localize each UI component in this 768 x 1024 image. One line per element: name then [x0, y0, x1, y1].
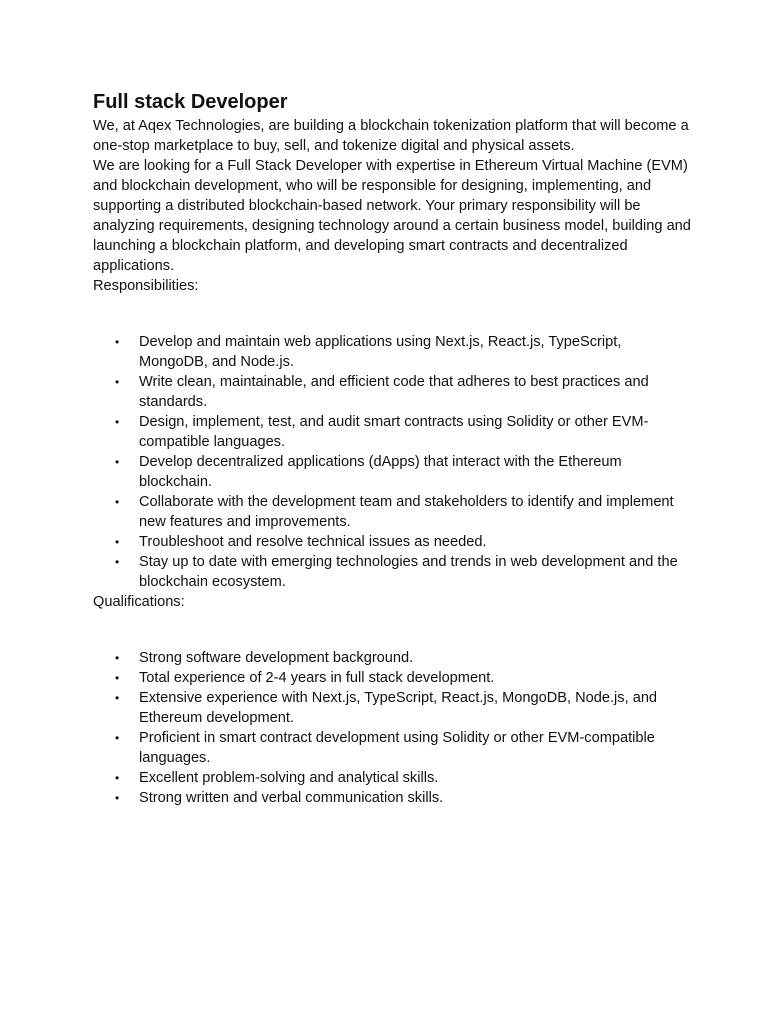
list-item: • Proficient in smart contract development using Solidity or other EVM-compatible languages.	[115, 730, 655, 766]
list-item: • Collaborate with the development team and stakeholders to identify and implement new features and improvements.	[115, 494, 674, 530]
list-item: • Write clean, maintainable, and efficient code that adheres to best practices and standards.	[115, 374, 649, 410]
bullet-icon: •	[115, 555, 120, 569]
list-item: • Stay up to date with emerging technologies and trends in web development and the blockchain ecosystem.	[115, 554, 678, 590]
bullet-icon: •	[115, 335, 120, 349]
bullet-icon: •	[115, 691, 120, 705]
list-item: • Strong written and verbal communication skills.	[115, 790, 444, 806]
role-description-paragraph: We are looking for a Full Stack Developer with expertise in Ethereum Virtual Machine (EVM) and blockchain development, who will be responsible for designing, implementing, and supporting a distributed blockchain-based network. Your primary responsibility will be analyzing requirements, designing technology around a certain business model, building and launching a blockchain platform, and developing smart contracts and decentralized applications.	[93, 158, 691, 274]
list-item: • Develop decentralized applications (dApps) that interact with the Ethereum blockchain.	[115, 454, 622, 490]
bullet-icon: •	[115, 791, 120, 805]
bullet-icon: •	[115, 455, 120, 469]
list-item: • Troubleshoot and resolve technical issues as needed.	[115, 534, 487, 550]
qualifications-list	[93, 648, 693, 808]
bullet-icon: •	[115, 731, 120, 745]
list-item: • Design, implement, test, and audit smart contracts using Solidity or other EVM-compatible languages.	[115, 414, 649, 450]
document-page	[93, 88, 693, 808]
bullet-icon: •	[115, 535, 120, 549]
list-item: • Excellent problem-solving and analytical skills.	[115, 770, 439, 786]
bullet-icon: •	[115, 651, 120, 665]
page-title: Full stack Developer	[93, 91, 288, 113]
responsibilities-heading: Responsibilities:	[93, 278, 199, 294]
bullet-icon: •	[115, 375, 120, 389]
list-item: • Total experience of 2-4 years in full stack development.	[115, 670, 495, 686]
qualifications-heading: Qualifications:	[93, 594, 185, 610]
bullet-icon: •	[115, 771, 120, 785]
bullet-icon: •	[115, 415, 120, 429]
intro-paragraph: We, at Aqex Technologies, are building a blockchain tokenization platform that will become a one-stop marketplace to buy, sell, and tokenize digital and physical assets.	[93, 118, 689, 154]
list-item: • Extensive experience with Next.js, TypeScript, React.js, MongoDB, Node.js, and Ethereum development.	[115, 690, 658, 726]
responsibilities-list	[93, 332, 693, 592]
bullet-icon: •	[115, 495, 120, 509]
list-item: • Develop and maintain web applications using Next.js, React.js, TypeScript, MongoDB, and Node.js.	[115, 334, 622, 370]
list-item: • Strong software development background.	[115, 650, 414, 666]
bullet-icon: •	[115, 671, 120, 685]
